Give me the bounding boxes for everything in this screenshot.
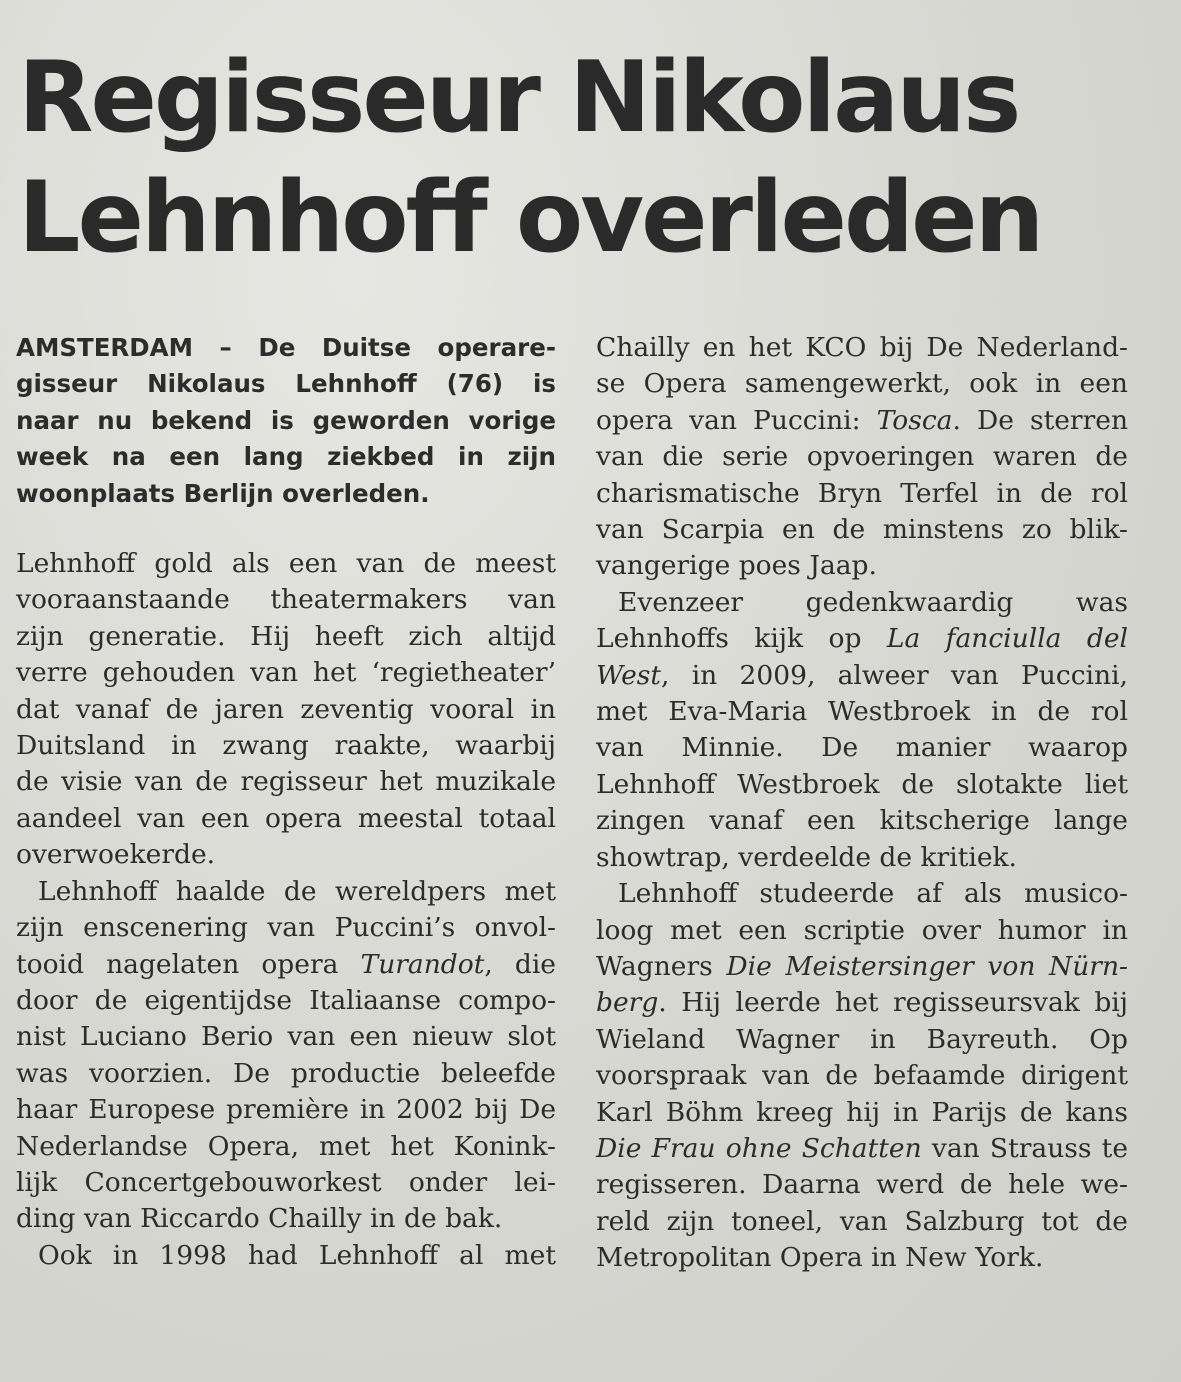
lead-paragraph — [16, 330, 556, 512]
text-line: showtrap, verdeelde de kritiek. — [596, 841, 1017, 873]
text-line: ding van Riccardo Chailly in de bak. — [16, 1203, 503, 1235]
text-line: Chailly en het KCO bij De Nederland- — [596, 332, 1128, 363]
headline-line-1: Regisseur Nikolaus — [18, 41, 1019, 155]
body-paragraph-5 — [596, 876, 1128, 1276]
text-line: Evenzeer gedenkwaardig was — [618, 586, 1128, 618]
text-line — [596, 1131, 1128, 1167]
text-line: de visie van de regisseur het muzikale — [16, 766, 556, 798]
body-paragraph-1 — [16, 546, 556, 874]
headline — [18, 38, 1168, 278]
text-line: Lehnhoff studeerde af als musico- — [618, 878, 1128, 910]
text-run: . Hij leerde het regisseursvak bij — [658, 987, 1128, 1019]
text-run: tooid nagelaten opera — [16, 948, 361, 980]
text-run: Lehnhoffs kijk op — [596, 623, 887, 655]
text-line: met Eva-Maria Westbroek in de rol — [596, 696, 1128, 728]
article-column-left — [16, 330, 556, 1274]
text-line — [596, 658, 1128, 694]
text-line: Lehnhoff gold als een van de meest — [16, 548, 556, 580]
text-run: opera van Puccini: — [596, 404, 877, 436]
text-line: Lehnhoff Westbroek de slotakte liet — [596, 768, 1128, 800]
text-line: haar Europese première in 2002 bij De — [16, 1094, 556, 1126]
text-line: was voorzien. De productie beleefde — [16, 1057, 556, 1089]
text-line: nist Luciano Berio van een nieuw slot — [16, 1021, 556, 1053]
opera-title: Die Frau ohne Schatten — [596, 1132, 922, 1164]
text-line: verre gehouden van het ‘regietheater’ — [16, 657, 556, 689]
text-line: reld zijn toneel, van Salzburg tot de — [596, 1205, 1128, 1237]
paragraph-gap — [16, 512, 556, 546]
text-line — [596, 985, 1128, 1021]
opera-title: West — [596, 659, 662, 691]
text-line: vooraanstaande theatermakers van — [16, 584, 556, 616]
text-line: zingen vanaf een kitscherige lange — [596, 805, 1128, 837]
text-line: charismatische Bryn Terfel in de rol — [596, 477, 1128, 509]
text-line: naar nu bekend is geworden vorige — [16, 405, 556, 435]
article-column-right — [596, 330, 1128, 1277]
text-line — [596, 949, 1128, 985]
text-line: zijn generatie. Hij heeft zich altijd — [16, 620, 556, 652]
text-line: vangerige poes Jaap. — [596, 550, 877, 582]
text-line: se Opera samengewerkt, ook in een — [596, 368, 1128, 400]
text-line: Metropolitan Opera in New York. — [596, 1242, 1044, 1274]
text-line: dat vanaf de jaren zeventig vooral in — [16, 693, 556, 725]
text-line — [16, 947, 556, 983]
text-line: Nederlandse Opera, met het Konink- — [16, 1130, 556, 1162]
text-line: AMSTERDAM – De Duitse operare- — [16, 333, 556, 362]
text-run: . De sterren — [952, 404, 1129, 436]
text-line: overwoekerde. — [16, 839, 216, 871]
headline-line-2: Lehnhoff overleden — [18, 161, 1042, 275]
text-line: zijn enscenering van Puccini’s onvol- — [16, 912, 556, 944]
opera-title: Turandot — [360, 948, 485, 980]
opera-title: Die Meistersinger von Nürn- — [726, 950, 1129, 982]
text-line: regisseren. Daarna werd de hele we- — [596, 1169, 1128, 1201]
text-line: van die serie opvoeringen waren de — [596, 441, 1128, 473]
text-line: Lehnhoff haalde de wereldpers met — [38, 875, 556, 907]
text-line: door de eigentijdse Italiaanse compo- — [16, 984, 556, 1016]
text-line: van Scarpia en de minstens zo blik- — [596, 514, 1128, 546]
text-run: van Strauss te — [921, 1132, 1128, 1164]
text-line: woonplaats Berlijn overleden. — [16, 478, 430, 508]
text-run: Wagners — [596, 950, 727, 982]
text-line: week na een lang ziekbed in zijn — [16, 442, 556, 472]
text-line: aandeel van een opera meestal totaal — [16, 802, 556, 834]
body-paragraph-3-continued — [596, 330, 1128, 585]
opera-title: berg — [596, 987, 659, 1019]
text-line: van Minnie. De manier waarop — [596, 732, 1128, 764]
body-paragraph-2 — [16, 874, 556, 1238]
text-line: Karl Böhm kreeg hij in Parijs de kans — [596, 1096, 1128, 1128]
opera-title: Tosca — [876, 404, 953, 436]
body-paragraph-4 — [596, 585, 1128, 876]
text-line — [596, 621, 1128, 657]
text-run: , in 2009, alweer van Puccini, — [661, 659, 1128, 691]
text-line: Wieland Wagner in Bayreuth. Op — [596, 1023, 1128, 1055]
text-line: Duitsland in zwang raakte, waarbij — [16, 730, 556, 762]
text-line: lijk Concertgebouworkest onder lei- — [16, 1166, 556, 1198]
text-line — [596, 403, 1128, 439]
text-line: Ook in 1998 had Lehnhoff al met — [38, 1239, 556, 1271]
opera-title: La fanciulla del — [886, 623, 1128, 655]
text-run: , die — [484, 948, 556, 980]
body-paragraph-3-start — [16, 1238, 556, 1274]
text-line: gisseur Nikolaus Lehnhoff (76) is — [16, 369, 556, 399]
text-line: voorspraak van de befaamde dirigent — [596, 1060, 1128, 1092]
text-line: loog met een scriptie over humor in — [596, 914, 1128, 946]
